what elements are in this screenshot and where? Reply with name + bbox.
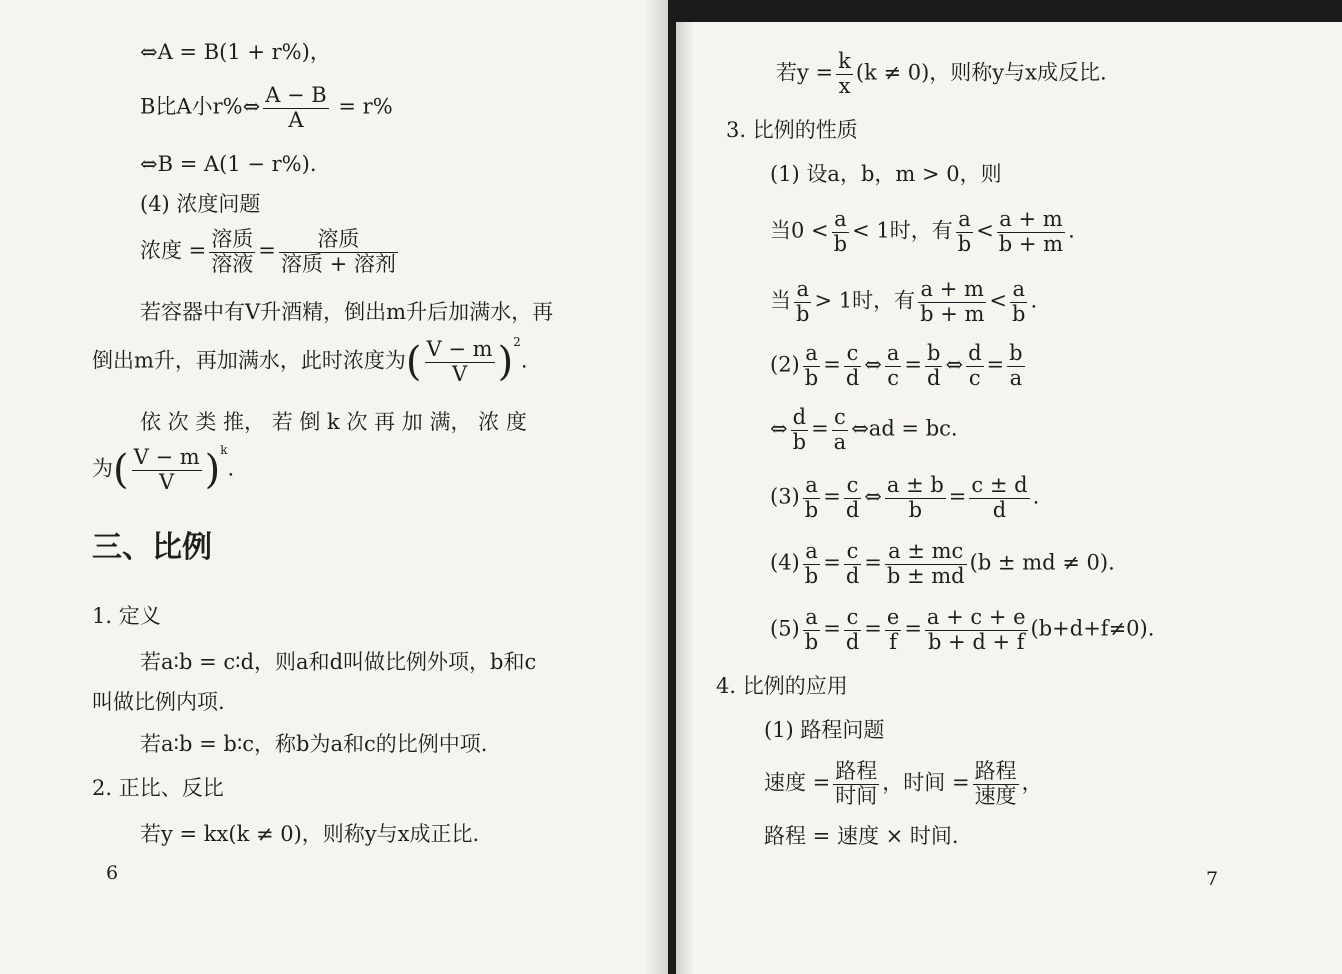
- fraction: [918, 278, 986, 326]
- property-1-case-b: [770, 278, 1037, 326]
- denominator: b ± md: [886, 563, 965, 588]
- text: .: [1030, 288, 1038, 313]
- text: = r%: [331, 94, 393, 119]
- numerator: 路程: [835, 759, 878, 783]
- right-line-1: [776, 50, 1107, 98]
- fraction: [263, 84, 329, 132]
- numerator: k: [838, 49, 851, 73]
- left-line-13: 若y = kx(k ≠ 0)，则称y与x成正比.: [140, 822, 480, 846]
- numerator: a: [803, 606, 820, 631]
- denominator: a: [833, 429, 847, 454]
- text: .: [1068, 218, 1075, 243]
- text: =: [823, 484, 841, 509]
- text: =: [986, 352, 1005, 377]
- text: <: [976, 218, 994, 243]
- denominator: b: [804, 563, 819, 588]
- text: 倒出m升，再加满水，此时浓度为: [92, 348, 406, 373]
- text: ⇔: [864, 484, 882, 509]
- text: =: [823, 550, 841, 575]
- subsection-1-title: 1. 定义: [92, 604, 161, 628]
- subsection-4-title: 4. 比例的应用: [716, 674, 848, 698]
- fraction: [844, 342, 861, 390]
- paren-right: ): [204, 447, 221, 494]
- fraction: [279, 228, 398, 276]
- numerator: c: [844, 342, 861, 367]
- text: =: [258, 238, 276, 263]
- text: ，: [1021, 770, 1043, 795]
- denominator: d: [927, 365, 941, 390]
- denominator: b: [792, 429, 807, 454]
- exponent: k: [220, 442, 228, 457]
- fraction: [803, 540, 820, 588]
- paren-right: ): [497, 339, 514, 386]
- fraction: [425, 338, 495, 386]
- fraction: [209, 228, 255, 276]
- property-2-cont: [770, 406, 958, 454]
- fraction: [969, 474, 1029, 522]
- denominator: d: [845, 629, 860, 654]
- text: (b+d+f≠0).: [1030, 616, 1155, 641]
- denominator: b: [804, 365, 819, 390]
- numerator: a: [832, 208, 849, 233]
- left-line-2: [140, 84, 393, 132]
- fraction: [885, 606, 901, 654]
- numerator: V − m: [426, 337, 493, 361]
- numerator: a + c + e: [926, 605, 1026, 629]
- property-1-intro: (1) 设a，b，m > 0，则: [770, 162, 1002, 186]
- section-heading: 三、比例: [92, 530, 212, 565]
- left-line-6: 若容器中有V升酒精，倒出m升后加满水，再: [140, 300, 554, 324]
- numerator: a + m: [997, 208, 1065, 233]
- numerator: c: [832, 406, 849, 431]
- numerator: a: [1010, 278, 1027, 303]
- left-line-8: 依 次 类 推， 若 倒 k 次 再 加 满， 浓 度: [140, 410, 527, 434]
- numerator: a: [956, 208, 973, 233]
- numerator: a: [886, 341, 900, 365]
- fraction: [956, 208, 973, 256]
- text: (k ≠ 0)，则称y与x成反比.: [855, 60, 1107, 85]
- denominator: d: [845, 365, 860, 390]
- property-3: [770, 474, 1039, 522]
- fraction: [885, 342, 902, 390]
- denominator: V: [451, 361, 468, 386]
- text: ，时间 =: [882, 770, 970, 795]
- subsection-3-title: 3. 比例的性质: [726, 118, 858, 142]
- left-line-7: [92, 334, 528, 386]
- page-number-left: 6: [106, 862, 119, 884]
- numerator: a ± b: [886, 473, 944, 497]
- fraction: [803, 474, 820, 522]
- left-line-12: 若a∶b = b∶c，称b为a和c的比例中项.: [140, 732, 488, 756]
- text: =: [823, 616, 841, 641]
- fraction: [791, 406, 808, 454]
- denominator: b + m: [920, 301, 985, 326]
- fraction: [885, 540, 967, 588]
- fraction: [803, 606, 820, 654]
- text: ⇔: [945, 352, 964, 377]
- denominator: d: [992, 497, 1007, 522]
- exponent: 2: [513, 334, 521, 349]
- fraction: [794, 278, 811, 326]
- numerator: b: [927, 341, 941, 365]
- fraction: [833, 760, 879, 808]
- fraction: [973, 760, 1019, 808]
- subsection-2-title: 2. 正比、反比: [92, 776, 224, 800]
- text: <: [989, 288, 1008, 313]
- page-number-right: 7: [1206, 868, 1219, 890]
- denominator: a: [1009, 365, 1023, 390]
- denominator: b: [908, 497, 923, 522]
- property-1-case-a: [770, 208, 1075, 256]
- numerator: a: [803, 342, 820, 367]
- left-line-3: ⇔B = A(1 − r%).: [140, 152, 317, 176]
- numerator: c ± d: [971, 473, 1028, 497]
- left-line-4: (4) 浓度问题: [140, 192, 261, 216]
- fraction: [1007, 342, 1024, 390]
- denominator: f: [889, 629, 897, 654]
- fraction: [803, 342, 820, 390]
- text: (b ± md ≠ 0).: [969, 550, 1115, 575]
- text: (3): [770, 484, 800, 509]
- application-1-formula: [764, 760, 1043, 808]
- denominator: V: [159, 469, 175, 494]
- property-2: [770, 342, 1028, 390]
- text: ⇔: [770, 416, 788, 441]
- text: B比A小r%⇔: [140, 94, 261, 119]
- text: .: [1032, 484, 1040, 509]
- text: =: [864, 616, 882, 641]
- denominator: b + d + f: [927, 629, 1025, 654]
- numerator: 溶质: [279, 228, 398, 253]
- left-line-11: 叫做比例内项.: [92, 690, 225, 714]
- text: 若y =: [776, 60, 834, 85]
- denominator: 速度: [974, 783, 1017, 808]
- denominator: b: [796, 301, 810, 326]
- denominator: x: [838, 73, 851, 98]
- numerator: e: [886, 605, 900, 629]
- right-page: [676, 22, 1342, 974]
- fraction: [844, 606, 861, 654]
- numerator: V − m: [133, 445, 200, 469]
- text: =: [864, 550, 882, 575]
- text: =: [904, 352, 923, 377]
- numerator: 溶质: [211, 227, 254, 251]
- numerator: c: [844, 474, 861, 499]
- text: =: [823, 352, 841, 377]
- fraction: [844, 474, 861, 522]
- denominator: 时间: [835, 783, 878, 808]
- text: (5): [770, 616, 800, 641]
- text: 浓度 =: [140, 238, 207, 263]
- numerator: b: [1009, 341, 1023, 365]
- denominator: d: [845, 497, 860, 522]
- fraction: [925, 606, 1028, 654]
- denominator: b: [833, 231, 848, 256]
- denominator: c: [887, 365, 900, 390]
- left-line-10: 若a∶b = c∶d，则a和d叫做比例外项，b和c: [140, 650, 537, 674]
- left-line-9: [92, 442, 235, 494]
- paren-left: (: [405, 339, 422, 386]
- denominator: d: [845, 563, 860, 588]
- text: 速度 =: [764, 770, 831, 795]
- fraction: [832, 208, 849, 256]
- denominator: b: [957, 231, 972, 256]
- application-1-formula-2: 路程 = 速度 × 时间.: [764, 824, 959, 848]
- denominator: A: [288, 107, 304, 132]
- numerator: c: [844, 540, 861, 565]
- left-page: [0, 0, 668, 974]
- left-line-5: [140, 228, 401, 276]
- fraction: [997, 208, 1065, 256]
- text: 为: [92, 456, 113, 481]
- text: (2): [770, 352, 800, 377]
- numerator: a: [803, 474, 820, 499]
- text: =: [811, 416, 829, 441]
- text: .: [520, 348, 528, 373]
- text: .: [227, 456, 235, 481]
- denominator: 溶质 + 溶剂: [280, 251, 396, 276]
- denominator: b + m: [998, 231, 1064, 256]
- property-5: [770, 606, 1154, 654]
- fraction: [1010, 278, 1027, 326]
- fraction: [844, 540, 861, 588]
- fraction: [132, 446, 202, 494]
- text: 当: [770, 288, 791, 313]
- fraction: [885, 474, 946, 522]
- text: > 1时，有: [814, 288, 916, 313]
- denominator: c: [968, 365, 981, 390]
- numerator: d: [968, 341, 982, 365]
- left-line-1: ⇔A = B(1 + r%)，: [140, 40, 331, 64]
- denominator: b: [804, 629, 819, 654]
- paren-left: (: [113, 447, 129, 494]
- text: < 1时，有: [852, 218, 953, 243]
- text: =: [904, 616, 922, 641]
- application-1-title: (1) 路程问题: [764, 718, 885, 742]
- text: ⇔: [864, 352, 882, 377]
- text: (4): [770, 550, 800, 575]
- numerator: 路程: [974, 759, 1017, 783]
- denominator: b: [1012, 301, 1026, 326]
- text: =: [948, 484, 967, 509]
- fraction: [925, 342, 942, 390]
- numerator: a + m: [918, 278, 986, 303]
- numerator: a: [803, 540, 820, 565]
- numerator: a: [794, 278, 811, 303]
- numerator: A − B: [265, 83, 327, 107]
- numerator: a ± mc: [885, 540, 967, 565]
- fraction: [836, 50, 853, 98]
- text: 当0 <: [770, 218, 829, 243]
- property-4: [770, 540, 1115, 588]
- fraction: [832, 406, 849, 454]
- text: ⇔ad = bc.: [851, 416, 958, 441]
- denominator: b: [804, 497, 819, 522]
- numerator: c: [844, 606, 861, 631]
- numerator: d: [792, 405, 807, 429]
- denominator: 溶液: [211, 251, 254, 276]
- fraction: [966, 342, 983, 390]
